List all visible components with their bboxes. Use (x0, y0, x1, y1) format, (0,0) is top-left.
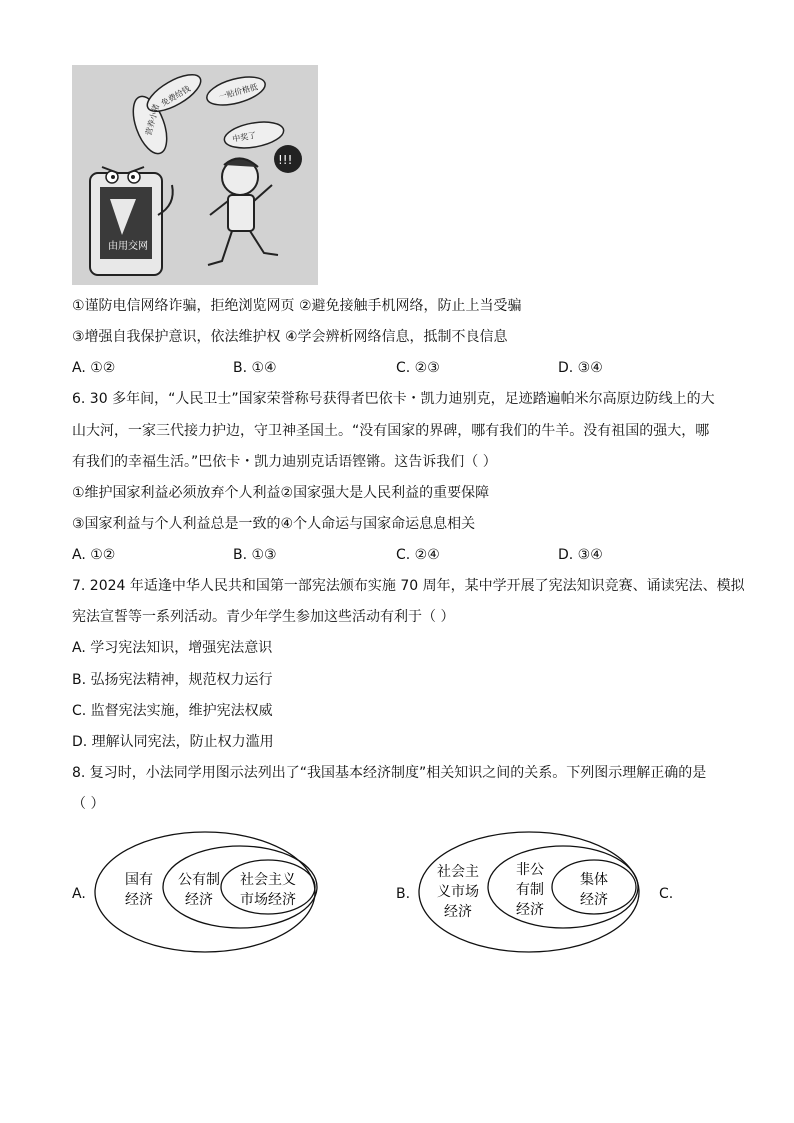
q6-stem-line-3: 有我们的幸福生活。”巴依卡・凯力迪别克话语铿锵。这告诉我们（ ） (72, 454, 497, 470)
bubble-3: 一贴价格低 (217, 82, 259, 102)
diagram-b-middle-ellipse (488, 846, 638, 928)
diagram-b-middle-text-2: 有制 (516, 882, 544, 898)
diagram-b-middle-text-3: 经济 (516, 902, 544, 918)
bubble-4: 中奖了 (231, 130, 257, 144)
phone-text: 由用交网 (108, 241, 148, 252)
diagram-b-middle-text-1: 非公 (516, 862, 544, 878)
bubble-2: 免费给钱 (159, 84, 192, 108)
q6-choice-d[interactable]: D. ③④ (558, 547, 603, 563)
q8-diagrams (0, 820, 794, 970)
diagram-b-inner-text-2: 经济 (580, 892, 608, 908)
q5-options-line-1: ①谨防电信网络诈骗，拒绝浏览网页 ②避免接触手机网络，防止上当受骗 (72, 298, 522, 314)
diagram-b-label: B. (396, 886, 411, 902)
q6-stem-line-1: 6. 30 多年间，“人民卫士”国家荣誉称号获得者巴依卡・凯力迪别克，足迹踏遍帕米尔高原边防线上的大 (72, 391, 715, 407)
q5-choice-a[interactable]: A. ①② (72, 360, 116, 376)
diagram-b-outer-text-2: 义市场 (437, 884, 479, 900)
diagram-a-middle-text-2: 经济 (185, 892, 213, 908)
q5-options-line-2: ③增强自我保护意识，依法维护权 ④学会辨析网络信息，抵制不良信息 (72, 329, 508, 345)
q6-choice-a[interactable]: A. ①② (72, 547, 116, 563)
diagram-b-outer-text-3: 经济 (444, 904, 472, 920)
q7-stem-line-2: 宪法宣誓等一系列活动。青少年学生参加这些活动有利于（ ） (72, 609, 455, 625)
q5-choice-c[interactable]: C. ②③ (396, 360, 440, 376)
diagram-a-middle-text-1: 公有制 (178, 872, 220, 888)
shout-text: !!! (278, 153, 293, 167)
q8-stem-line-2: （ ） (72, 796, 105, 812)
diagram-b-inner-text-1: 集体 (580, 872, 608, 888)
diagram-a-inner-text-1: 社会主义 (240, 872, 296, 888)
q7-stem-line-1: 7. 2024 年适逢中华人民共和国第一部宪法颁布实施 70 周年，某中学开展了宪法知识竞赛、诵读宪法、模拟 (72, 578, 745, 594)
q7-choice-c[interactable]: C. 监督宪法实施，维护宪法权威 (72, 703, 273, 719)
diagram-a-outer-text-1: 国有 (125, 872, 153, 888)
bubble-1: 营养小猪 (144, 103, 162, 137)
diagram-b-outer-text-1: 社会主 (437, 864, 479, 880)
diagram-c-label: C. (659, 886, 674, 902)
phone-drawing (90, 167, 173, 275)
q8-stem-line-1: 8. 复习时，小法同学用图示法列出了“我国基本经济制度”相关知识之间的关系。下列图示理解正确的是 (72, 765, 707, 781)
q5-choice-b[interactable]: B. ①④ (233, 360, 277, 376)
diagram-a-label: A. (72, 886, 86, 902)
diagram-a-outer-text-2: 经济 (125, 892, 153, 908)
q6-choice-b[interactable]: B. ①③ (233, 547, 277, 563)
diagram-a-inner-text-2: 市场经济 (240, 892, 296, 908)
q7-choice-a[interactable]: A. 学习宪法知识，增强宪法意识 (72, 640, 273, 656)
q6-stem-line-2: 山大河，一家三代接力护边，守卫神圣国土。“没有国家的界碑，哪有我们的牛羊。没有祖国的强大，哪 (72, 423, 710, 439)
q5-choice-d[interactable]: D. ③④ (558, 360, 603, 376)
q7-choice-b[interactable]: B. 弘扬宪法精神，规范权力运行 (72, 672, 273, 688)
q6-options-line-2: ③国家利益与个人利益总是一致的④个人命运与国家命运息息相关 (72, 516, 476, 532)
cartoon-image (72, 65, 318, 285)
q7-choice-d[interactable]: D. 理解认同宪法，防止权力滥用 (72, 734, 274, 750)
q6-options-line-1: ①维护国家利益必须放弃个人利益②国家强大是人民利益的重要保障 (72, 485, 490, 501)
q6-choice-c[interactable]: C. ②④ (396, 547, 440, 563)
